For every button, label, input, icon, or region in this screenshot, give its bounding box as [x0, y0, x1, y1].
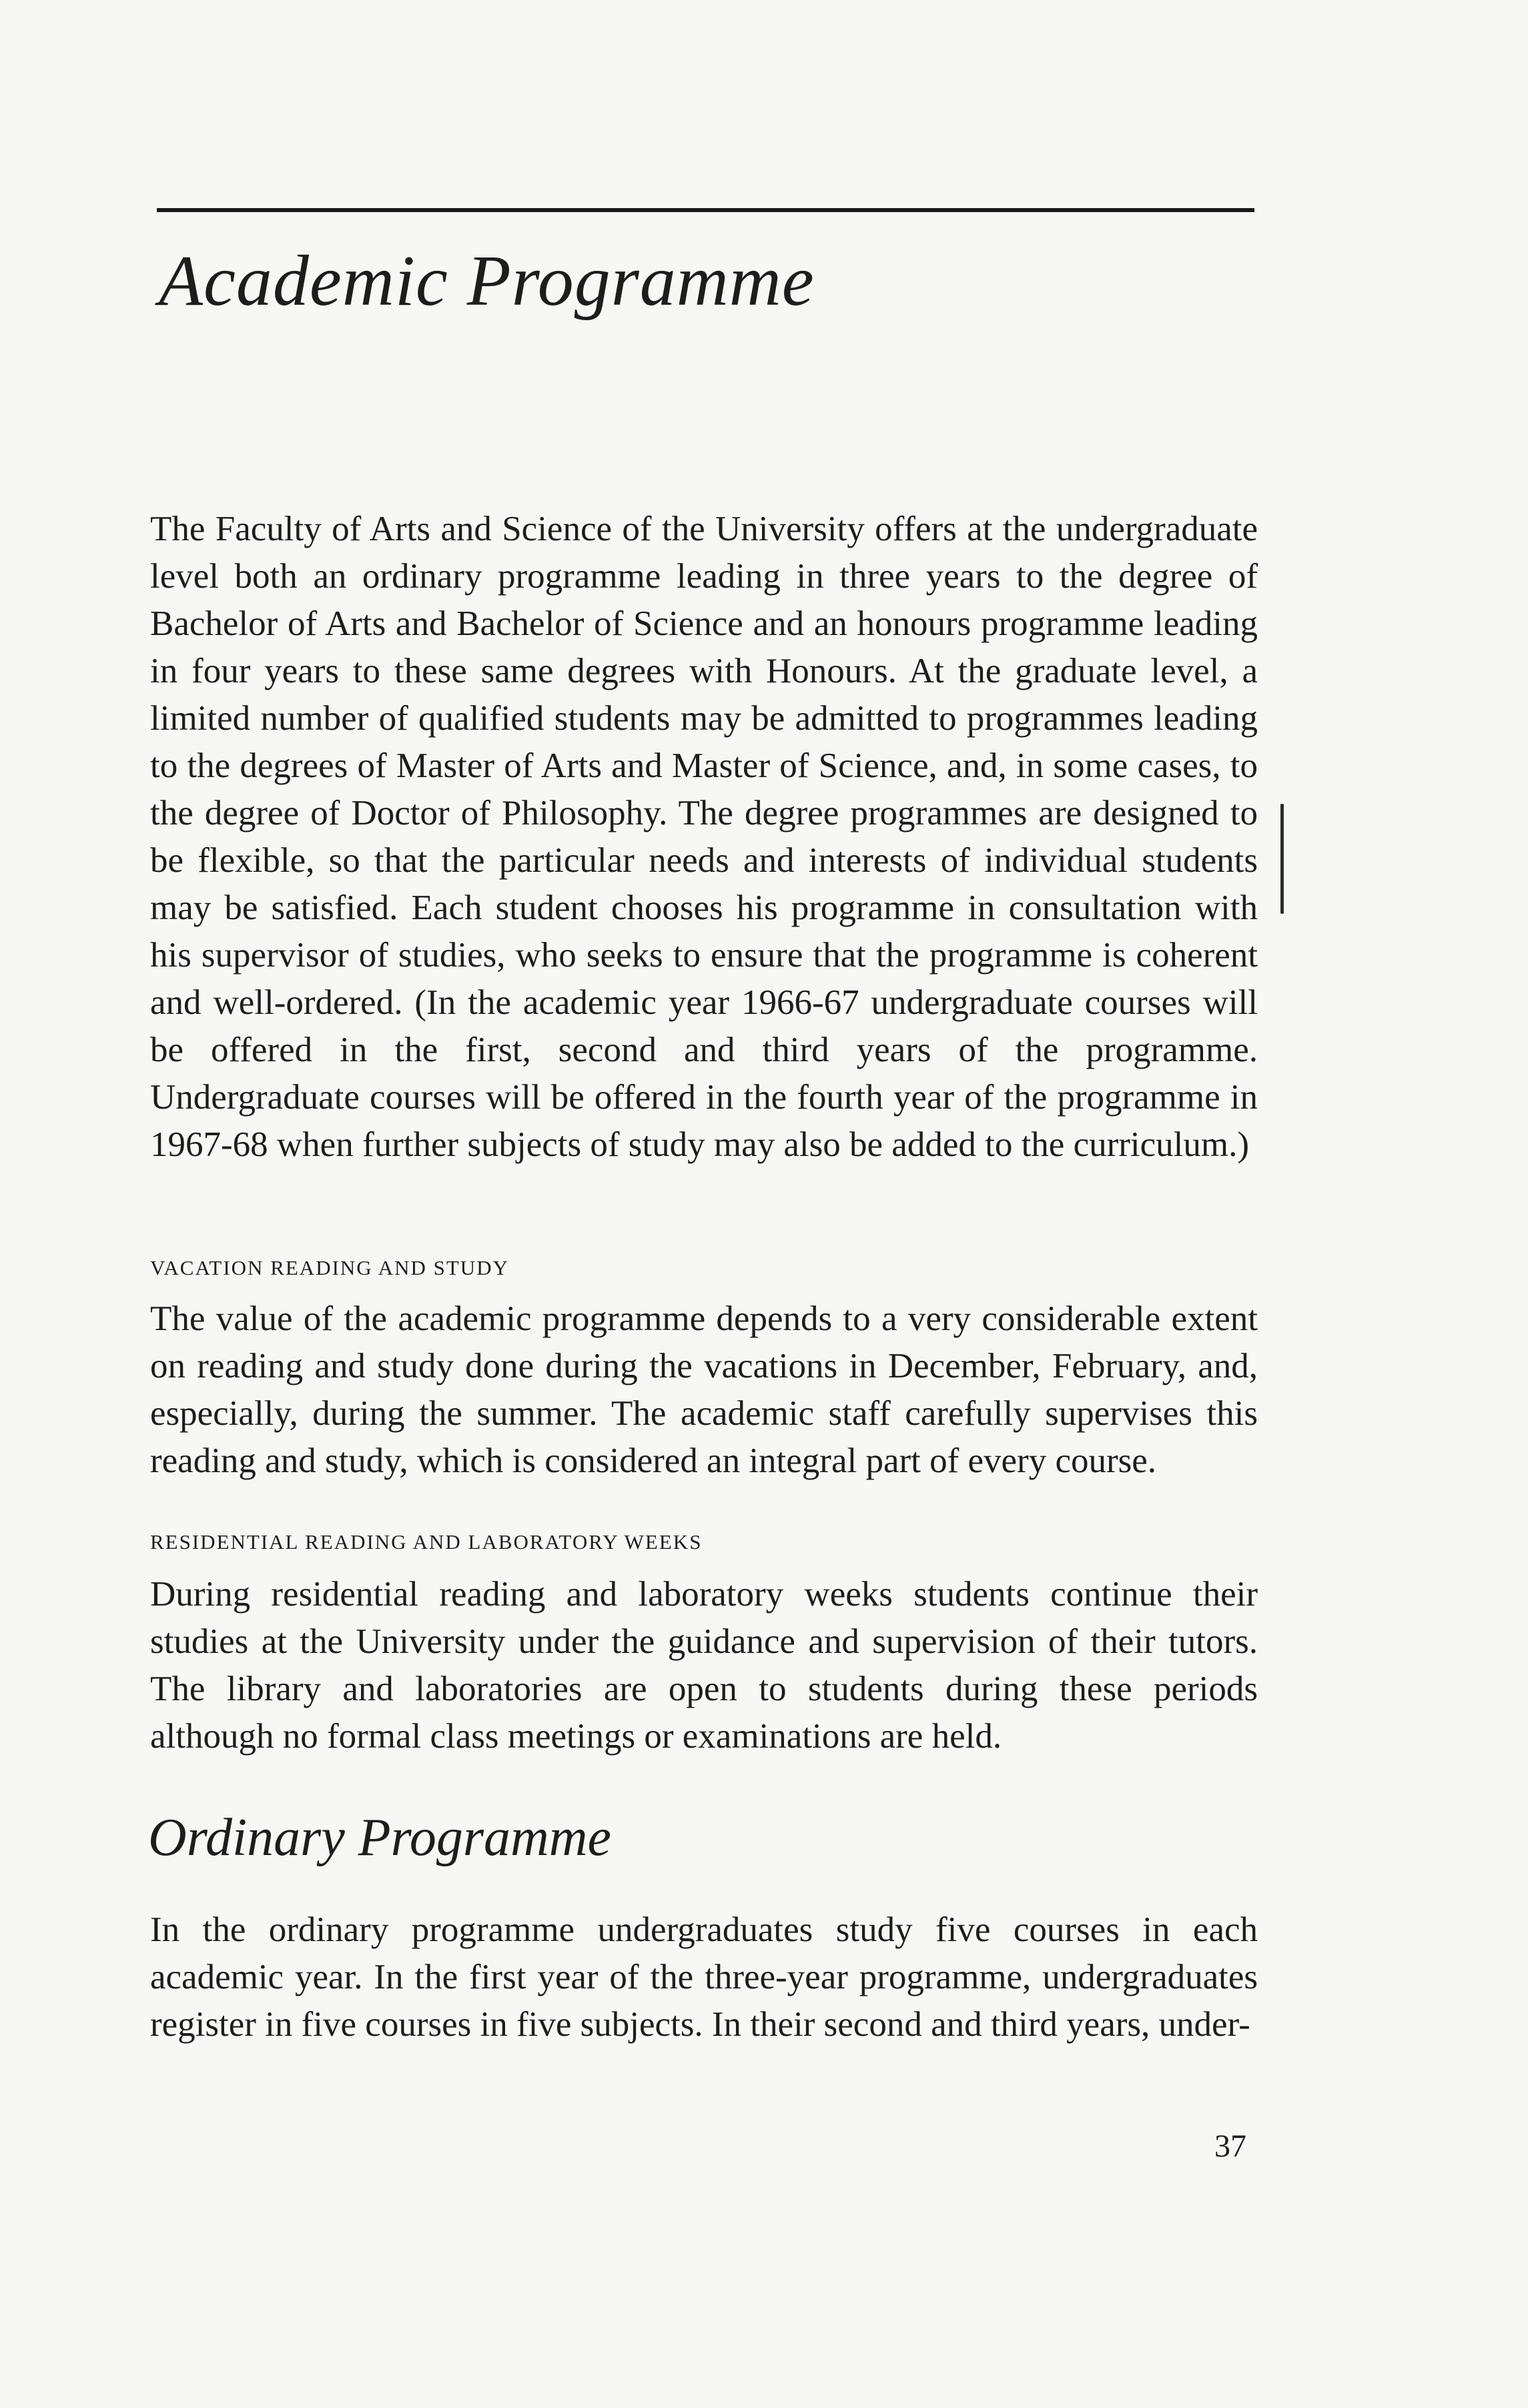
section-text-residential: During residential reading and laboratory weeks students continue their studies at the University under the guidance and supervision of their tutors. The library and laboratories are open to students during these periods although no formal class meetings or examinations are held. — [150, 1575, 1258, 1756]
section-title-ordinary: Ordinary Programme — [148, 1808, 612, 1867]
margin-mark — [1280, 804, 1284, 914]
section-heading-vacation: VACATION READING AND STUDY — [150, 1256, 509, 1279]
ordinary-paragraph: In the ordinary programme undergraduates study five courses in each academic year. In the first year of the three-year programme, undergraduates register in five courses in five subjects. In their second and third years, under- — [150, 1910, 1258, 2044]
intro-paragraph: The Faculty of Arts and Science of the University offers at the undergraduate level both an ordinary programme leading in three years to the degree of Bachelor of Arts and Bachelor of Science and an honours programme leading in four years to these same degrees with Honours. At the graduate level, a limited number of qualified students may be admitted to programmes leading to the degrees of Master of Arts and Master of Science, and, in some cases, to the degree of Doctor of Philosophy. The degree programmes are designed to be flexible, so that the particular needs and interests of individual students may be satisfied. Each student chooses his programme in consultation with his supervisor of studies, who seeks to ensure that the programme is coherent and well-ordered. (In the academic year 1966-67 undergraduate courses will be offered in the first, second and third years of the programme. Undergraduate courses will be offered in the fourth year of the programme in 1967-68 when further subjects of study may also be added to the curriculum.) — [150, 510, 1258, 1164]
section-text-vacation: The value of the academic programme depends to a very considerable extent on reading and study done during the vacations in December, February, and, especially, during the summer. The academic staff carefully supervises this reading and study, which is considered an integral part of every course. — [150, 1299, 1258, 1480]
page-title: Academic Programme — [159, 241, 815, 321]
section-heading-residential: RESIDENTIAL READING AND LABORATORY WEEKS — [150, 1530, 703, 1554]
title-rule — [157, 208, 1254, 212]
page-number: 37 — [1214, 2129, 1246, 2164]
